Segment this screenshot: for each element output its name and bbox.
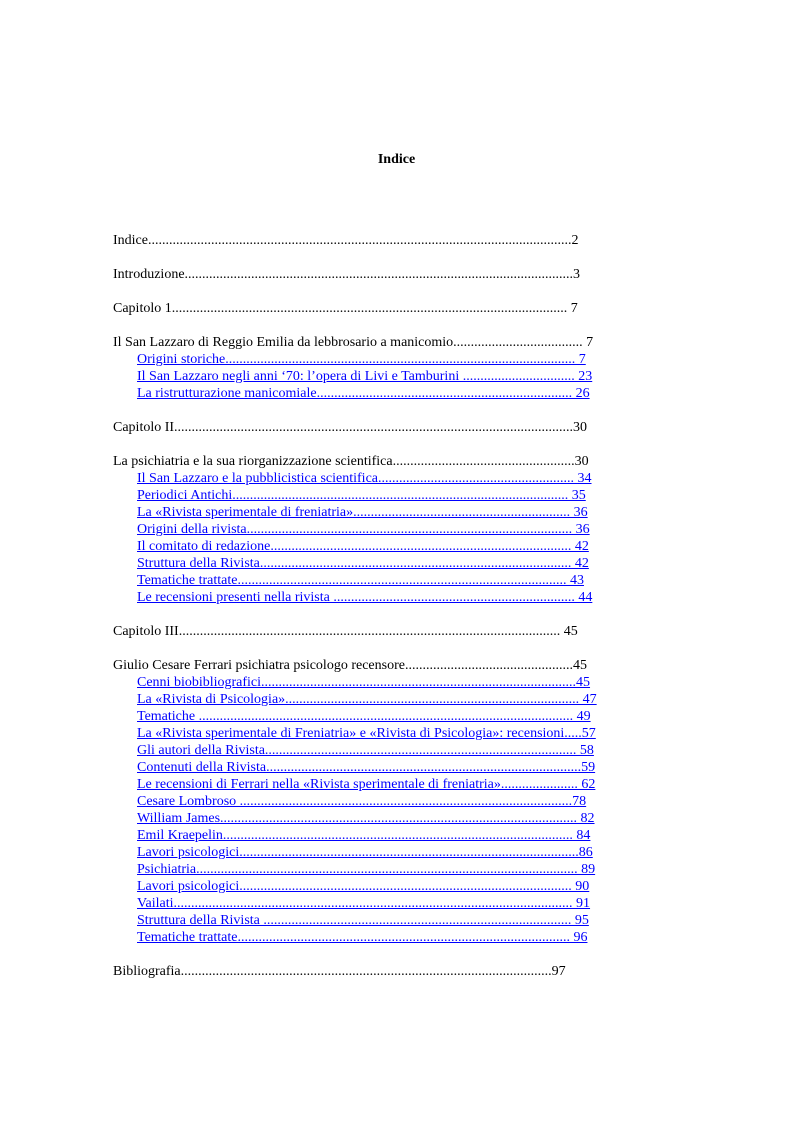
toc-link-lavori-psicologici[interactable]: Lavori psicologici.................................................................................................86 — [137, 845, 593, 860]
toc-link-pubblicistica[interactable]: Il San Lazzaro e la pubblicistica scientifica........................................................ 34 — [137, 471, 592, 486]
toc-link-cesare-lombroso[interactable]: Cesare Lombroso ...............................................................................................78 — [137, 794, 587, 809]
toc-entry-bibliografia[interactable]: Bibliografia..........................................................................................................97 — [113, 964, 566, 979]
toc-link-vailati[interactable]: Vailati.................................................................................................................. 91 — [137, 896, 591, 911]
toc-link-san-lazzaro-anni-70[interactable]: Il San Lazzaro negli anni ‘70: l’opera di Livi e Tamburini ................................ 23 — [137, 369, 593, 384]
toc-link-cenni-biobibliografici[interactable]: Cenni biobibliografici..........................................................................................45 — [137, 675, 591, 690]
toc-link-contenuti-rivista[interactable]: Contenuti della Rivista..........................................................................................59 — [137, 760, 596, 775]
toc-link-comitato-redazione[interactable]: Il comitato di redazione...................................................................................... 42 — [137, 539, 589, 554]
toc-entry-psichiatria-riorganizzazione[interactable]: La psichiatria e la sua riorganizzazione scientifica....................................................30 — [113, 454, 589, 469]
toc-entry-capitolo-1[interactable]: Capitolo 1................................................................................................................. 7 — [113, 301, 578, 316]
toc-entry-san-lazzaro-reggio[interactable]: Il San Lazzaro di Reggio Emilia da lebbrosario a manicomio..................................... 7 — [113, 335, 594, 350]
toc-link-struttura-rivista[interactable]: Struttura della Rivista......................................................................................... 42 — [137, 556, 589, 571]
toc-link-origini-rivista[interactable]: Origini della rivista............................................................................................. 36 — [137, 522, 590, 537]
toc-link-origini-storiche[interactable]: Origini storiche.................................................................................................... 7 — [137, 352, 586, 367]
toc-link-lavori-psicologici-2[interactable]: Lavori psicologici............................................................................................... 90 — [137, 879, 590, 894]
toc-entry-capitolo-3[interactable]: Capitolo III............................................................................................................. 45 — [113, 624, 578, 639]
toc-link-struttura-rivista-2[interactable]: Struttura della Rivista ........................................................................................ 95 — [137, 913, 589, 928]
toc-link-ristrutturazione[interactable]: La ristrutturazione manicomiale......................................................................... 26 — [137, 386, 590, 401]
toc-link-recensioni-rivista[interactable]: Le recensioni presenti nella rivista ..................................................................... 44 — [137, 590, 593, 605]
toc-entry-indice[interactable]: Indice.........................................................................................................................2 — [113, 233, 579, 248]
toc-link-tematiche-trattate-2[interactable]: Tematiche trattate............................................................................................... 96 — [137, 930, 588, 945]
toc-link-tematiche[interactable]: Tematiche ........................................................................................................... 49 — [137, 709, 591, 724]
toc-link-recensioni-confronto[interactable]: La «Rivista sperimentale di Freniatria» e «Rivista di Psicologia»: recensioni.....57 — [137, 726, 596, 741]
toc-link-emil-kraepelin[interactable]: Emil Kraepelin.................................................................................................... 84 — [137, 828, 591, 843]
toc-link-recensioni-ferrari[interactable]: Le recensioni di Ferrari nella «Rivista sperimentale di freniatria»...................... 62 — [137, 777, 596, 792]
toc-entry-ferrari[interactable]: Giulio Cesare Ferrari psichiatra psicologo recensore................................................45 — [113, 658, 587, 673]
toc-entry-capitolo-2[interactable]: Capitolo II..................................................................................................................30 — [113, 420, 588, 435]
toc-link-psichiatria[interactable]: Psichiatria............................................................................................................. 89 — [137, 862, 596, 877]
toc-link-autori-rivista[interactable]: Gli autori della Rivista......................................................................................... 58 — [137, 743, 594, 758]
toc-link-rivista-psicologia[interactable]: La «Rivista di Psicologia».................................................................................... 47 — [137, 692, 597, 707]
toc-link-periodici-antichi[interactable]: Periodici Antichi................................................................................................ 35 — [137, 488, 586, 503]
toc-link-tematiche-trattate[interactable]: Tematiche trattate.............................................................................................. 43 — [137, 573, 584, 588]
page-title: Indice — [377, 152, 416, 167]
toc-link-rivista-freniatria[interactable]: La «Rivista sperimentale di freniatria».............................................................. 36 — [137, 505, 588, 520]
toc-link-william-james[interactable]: William James...................................................................................................... 82 — [137, 811, 595, 826]
toc-entry-introduzione[interactable]: Introduzione...............................................................................................................3 — [113, 267, 581, 282]
